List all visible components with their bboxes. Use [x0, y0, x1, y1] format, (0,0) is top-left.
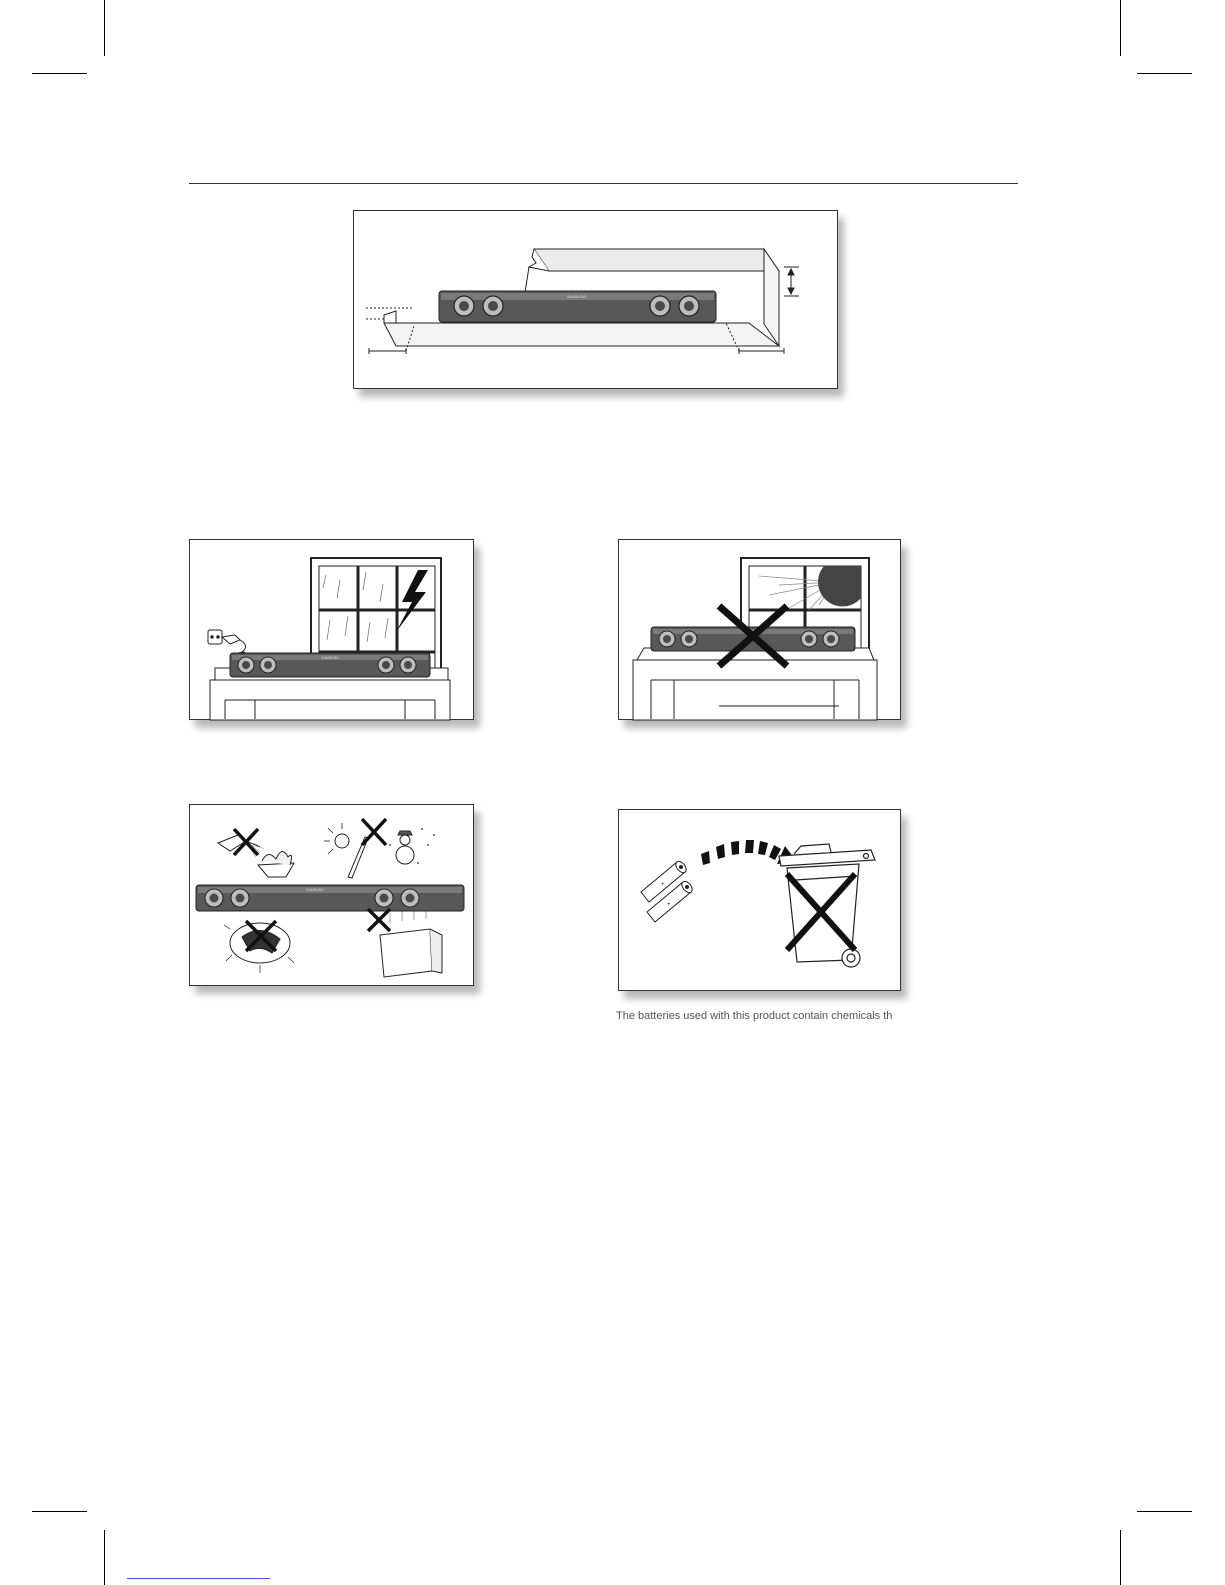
- soundbar-sunlight-prohibited-illustration: [619, 540, 900, 719]
- soundbar-icon: [196, 885, 464, 911]
- brand-mark: SAMSUNG: [321, 656, 339, 660]
- figure-no-direct-sunlight: [618, 539, 901, 720]
- soundbar-icon: [230, 653, 430, 677]
- crop-mark-top-left-horizontal: [32, 73, 87, 74]
- crop-mark-top-left-vertical: [104, 0, 105, 56]
- battery-bin-prohibited-illustration: [619, 810, 900, 990]
- soundbar-icon: [439, 291, 716, 322]
- soundbar-hazards-prohibited-illustration: [190, 805, 473, 985]
- figure-lightning-unplug: [189, 539, 474, 720]
- svg-text:+: +: [661, 882, 665, 888]
- crop-mark-bottom-left-vertical: [104, 1530, 105, 1585]
- footer-link-underline[interactable]: [127, 1578, 270, 1579]
- crop-mark-bottom-left-horizontal: [32, 1511, 87, 1512]
- brand-mark: SAMSUNG: [306, 888, 324, 892]
- crop-mark-bottom-right-horizontal: [1137, 1511, 1192, 1512]
- figure-environment-warnings: [189, 804, 474, 986]
- crop-mark-top-right-horizontal: [1137, 73, 1192, 74]
- soundbar-lightning-window-illustration: [190, 540, 473, 719]
- soundbar-shelf-clearance-illustration: [354, 211, 837, 388]
- battery-disposal-caption: The batteries used with this product contain chemicals th: [616, 1010, 893, 1022]
- brand-mark: SAMSUNG: [566, 294, 588, 299]
- batteries-icon: [641, 859, 694, 922]
- svg-text:+: +: [667, 902, 671, 908]
- crop-mark-bottom-right-vertical: [1120, 1530, 1121, 1585]
- crop-mark-top-right-vertical: [1120, 0, 1121, 56]
- header-rule: [189, 183, 1018, 184]
- figure-installation-clearance: [353, 210, 838, 389]
- prohibited-x-icon: [368, 909, 390, 931]
- figure-battery-disposal: [618, 809, 901, 991]
- prohibited-x-icon: [362, 819, 386, 845]
